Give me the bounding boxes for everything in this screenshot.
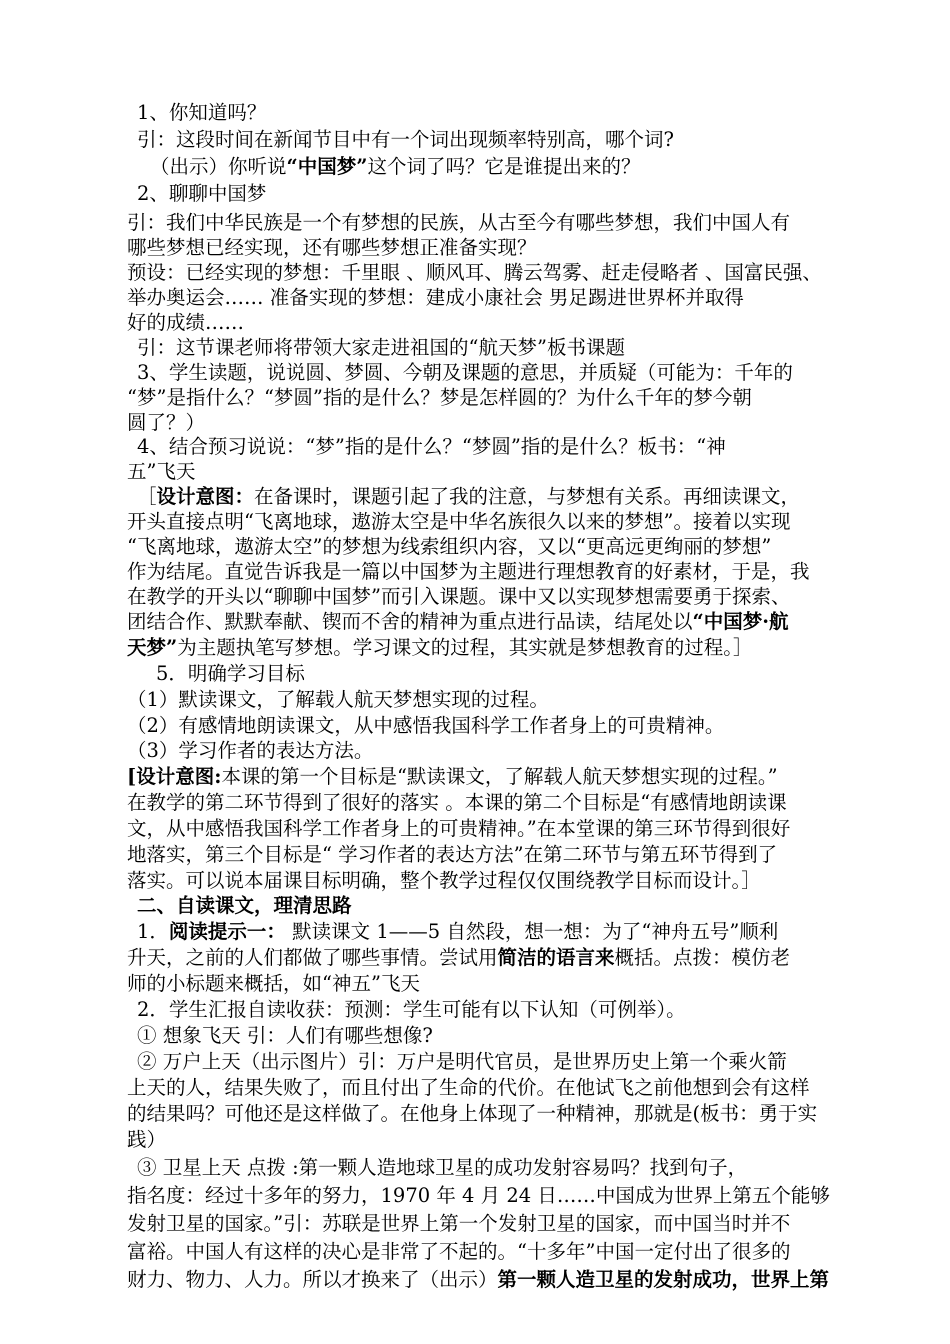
text-line	[127, 713, 724, 739]
text-line	[127, 385, 752, 411]
text-segment: 3、学生读题，说说圆、梦圆、今朝及课题的意思，并质疑（可能为：千年的	[137, 361, 793, 384]
text-line	[127, 459, 195, 485]
text-line	[127, 1267, 829, 1293]
text-segment: 引：我们中华民族是一个有梦想的民族，从古至今有哪些梦想，我们中国人有	[127, 211, 791, 234]
text-segment: ① 想象飞天 引：人们有哪些想像?	[137, 1024, 433, 1047]
text-line	[137, 360, 793, 386]
text-line	[137, 997, 686, 1023]
text-segment: 团结合作、默默奉献、锲而不舍的精神为重点进行品读，结尾处以	[127, 610, 693, 633]
text-segment: （2）有感情地朗读课文，从中感悟我国科学工作者身上的可贵精神。	[127, 714, 725, 737]
text-segment: 作为结尾。直觉告诉我是一篇以中国梦为主题进行理想教育的好素材，于是，我	[127, 560, 810, 583]
bold-text-segment: 设计意图：	[156, 485, 255, 508]
text-segment: 五”飞天	[127, 460, 196, 483]
text-segment: 在教学的开头以“聊聊中国梦”而引入课题。课中又以实现梦想需要勇于探索、	[127, 585, 791, 608]
text-segment: 引：这段时间在新闻节目中有一个词出现频率特别高，哪个词?	[137, 128, 674, 151]
text-line	[137, 434, 726, 460]
text-segment: 践）	[127, 1128, 167, 1151]
text-segment: 财力、物力、人力。所以才换来了（出示）	[127, 1268, 498, 1291]
text-segment: 4、结合预习说说：“梦”指的是什么？“梦圆”指的是什么？板书：“神	[137, 435, 726, 458]
text-segment: 在教学的第二环节得到了很好的落实 。本课的第二个目标是“有感情地朗读课	[127, 791, 787, 814]
text-segment: 升天，之前的人们都做了哪些事情。尝试用	[127, 946, 498, 969]
text-segment: “梦”是指什么？“梦圆”指的是什么？梦是怎样圆的？为什么千年的梦今朝	[127, 386, 752, 409]
text-line	[127, 1183, 830, 1209]
text-segment: ③ 卫星上天 点拨 :第一颗人造地球卫星的成功发射容易吗？找到句子，	[137, 1156, 748, 1179]
text-line	[127, 584, 790, 610]
text-line	[127, 868, 761, 894]
text-segment: 落实。可以说本届课目标明确，整个教学过程仅仅围绕教学目标而设计。］	[127, 869, 761, 892]
text-line	[127, 738, 373, 764]
text-line	[127, 1101, 817, 1127]
text-segment: 师的小标题来概括，如“神五”飞天	[127, 972, 420, 995]
text-line	[127, 790, 787, 816]
text-segment: 哪些梦想已经实现，还有哪些梦想正准备实现？	[127, 236, 537, 259]
text-line	[137, 919, 778, 945]
text-line	[137, 335, 625, 361]
text-segment: 这个词了吗？它是谁提出来的？	[367, 155, 641, 178]
text-line	[137, 484, 800, 510]
text-line	[127, 210, 790, 236]
text-line	[127, 1211, 790, 1237]
text-line	[127, 687, 549, 713]
text-line	[127, 609, 789, 635]
bold-text-segment: 天梦”	[127, 636, 178, 659]
text-segment: （出示）你听说	[150, 155, 287, 178]
text-segment: 的结果吗？可他还是这样做了。在他身上体现了一种精神，那就是(板书：勇于实	[127, 1102, 818, 1125]
text-line	[127, 410, 205, 436]
text-segment: ② 万户上天（出示图片）引：万户是明代官员，是世界历史上第一个乘火箭	[137, 1050, 787, 1073]
text-line	[127, 310, 244, 336]
text-line	[127, 509, 790, 535]
bold-text-segment: 阅读提示一：	[168, 920, 286, 943]
text-segment: 好的成绩……	[127, 311, 245, 334]
text-line	[137, 893, 352, 919]
text-segment: 富裕。中国人有这样的决心是非常了不起的。“十多年”中国一定付出了很多的	[127, 1240, 791, 1263]
text-line	[127, 235, 537, 261]
text-segment: （1）默读课文，了解载人航天梦想实现的过程。	[127, 688, 549, 711]
text-line	[127, 1075, 810, 1101]
bold-text-segment: “中国梦”	[286, 155, 368, 178]
bold-text-segment: 第一颗人造卫星的发射成功，世界上第	[497, 1268, 830, 1291]
text-line	[137, 100, 266, 126]
text-segment: 引：这节课老师将带领大家走进祖国的“航天梦”板书课题	[137, 336, 625, 359]
text-segment: 默读课文 1——5 自然段，想一想：为了“神舟五号”顺利	[285, 920, 779, 943]
text-line	[137, 1155, 747, 1181]
text-line	[127, 842, 777, 868]
text-segment: “飞离地球，遨游太空”的梦想为线索组织内容，又以“更高远更绚丽的梦想”	[127, 535, 772, 558]
text-segment: 在备课时，课题引起了我的注意，与梦想有关系。再细读课文，	[254, 485, 801, 508]
text-line	[150, 154, 640, 180]
text-line	[127, 635, 752, 661]
text-segment: （3）学习作者的表达方法。	[127, 739, 374, 762]
text-line	[137, 181, 266, 207]
text-line	[127, 559, 810, 585]
bold-text-segment: [设计意图:	[127, 765, 222, 788]
text-line	[137, 127, 674, 153]
bold-text-segment: “中国梦·航	[692, 610, 789, 633]
text-line	[127, 764, 778, 790]
text-line	[127, 1127, 166, 1153]
text-segment: 举办奥运会…… 准备实现的梦想：建成小康社会 男足踢进世界杯并取得	[127, 286, 744, 309]
text-line	[127, 816, 790, 842]
text-line	[127, 945, 790, 971]
text-segment: 发射卫星的国家。”引：苏联是世界上第一个发射卫星的国家，而中国当时并不	[127, 1212, 791, 1235]
text-line	[137, 1023, 433, 1049]
text-segment: 指名度：经过十多年的努力，1970 年 4 月 24 日……中国成为世界上第五个能够	[127, 1184, 830, 1207]
text-segment: 概括。点拨：模仿老	[614, 946, 791, 969]
text-segment: 开头直接点明“飞离地球，遨游太空是中华名族很久以来的梦想”。接着以实现	[127, 510, 791, 533]
text-line	[127, 260, 822, 286]
text-segment: 1．	[137, 920, 169, 943]
text-segment: 预设：已经实现的梦想：千里眼 、顺风耳、腾云驾雾、赶走侵略者 、国富民强、	[127, 261, 822, 284]
text-line	[137, 1049, 787, 1075]
text-line	[127, 1239, 790, 1265]
text-segment: 5．明确学习目标	[156, 662, 305, 685]
text-segment: 上天的人，结果失败了，而且付出了生命的代价。在他试飞之前他想到会有这样	[127, 1076, 810, 1099]
bold-text-segment: 简洁的语言来	[497, 946, 615, 969]
text-segment: 文，从中感悟我国科学工作者身上的可贵精神。”在本堂课的第三环节得到很好	[127, 817, 791, 840]
bold-text-segment: 二、自读课文，理清思路	[137, 894, 352, 917]
text-segment: 本课的第一个目标是“默读课文，了解载人航天梦想实现的过程。”	[221, 765, 778, 788]
text-segment: ［	[137, 485, 157, 508]
text-line	[127, 971, 420, 997]
text-segment: 圆了？）	[127, 411, 206, 434]
text-segment: 2、聊聊中国梦	[137, 182, 267, 205]
text-segment: 2．学生汇报自读收获：预测：学生可能有以下认知（可例举）。	[137, 998, 686, 1021]
text-segment: 1、你知道吗？	[137, 101, 267, 124]
text-segment: 地落实，第三个目标是“ 学习作者的表达方法”在第二环节与第五环节得到了	[127, 843, 778, 866]
text-line	[127, 534, 771, 560]
text-segment: 为主题执笔写梦想。学习课文的过程，其实就是梦想教育的过程。］	[177, 636, 753, 659]
text-line	[127, 285, 744, 311]
text-line	[156, 661, 305, 687]
